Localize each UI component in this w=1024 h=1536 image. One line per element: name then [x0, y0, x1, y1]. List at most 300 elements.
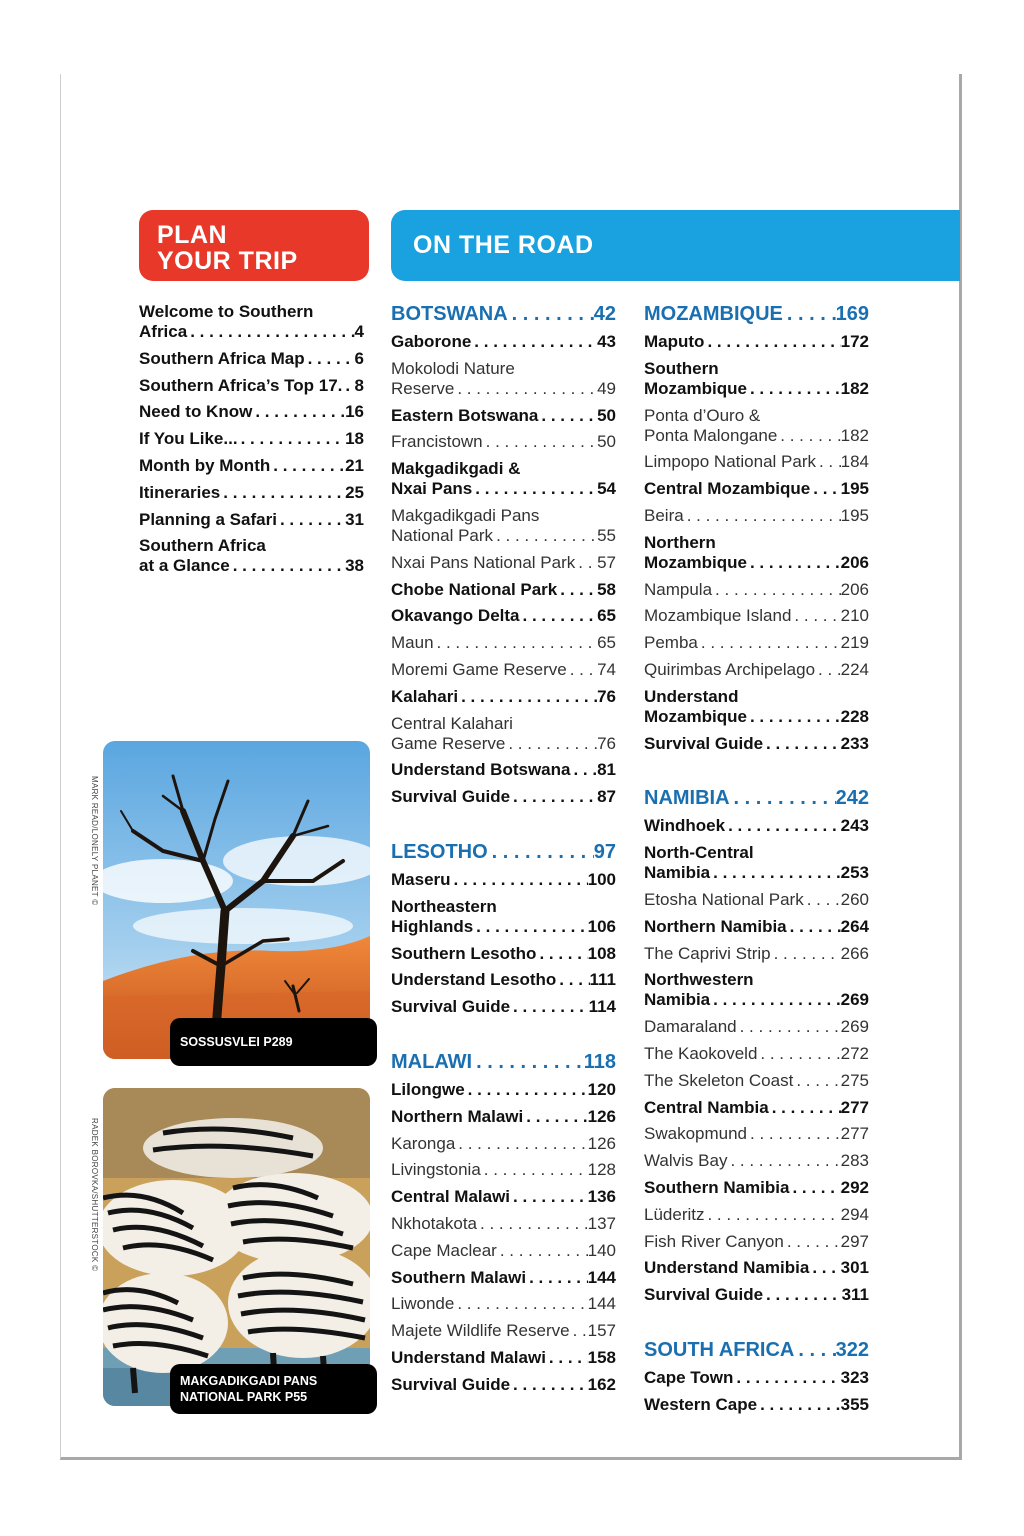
toc-entry-label-cont: Namibia [644, 863, 711, 883]
country-section-heading[interactable] [644, 1338, 869, 1362]
toc-entry[interactable] [391, 760, 616, 780]
toc-entry[interactable] [391, 459, 616, 499]
toc-entry-label: Chobe National Park [391, 579, 558, 599]
leader-dots [305, 349, 355, 369]
toc-entry[interactable] [139, 456, 364, 476]
leader-dots [567, 660, 597, 680]
toc-entry-label: The Caprivi Strip [644, 943, 771, 963]
makgadikgadi-zebra-photo [103, 1088, 370, 1406]
country-section-heading[interactable] [391, 302, 616, 326]
toc-entry-label-cont: Mozambique [644, 378, 747, 398]
toc-page-number: 137 [587, 1213, 616, 1233]
toc-entry-label: Maputo [644, 332, 705, 351]
toc-entry-label: Itineraries [139, 482, 221, 502]
toc-page-number: 74 [597, 659, 616, 679]
toc-entry-label-cont: Mozambique [644, 552, 747, 572]
toc-entry[interactable] [391, 432, 616, 452]
leader-dots [794, 1338, 835, 1362]
toc-page-number: 228 [840, 706, 869, 726]
toc-entry[interactable] [391, 506, 616, 546]
toc-entry[interactable] [391, 714, 616, 754]
leader-dots [575, 553, 597, 573]
country-name: MOZAMBIQUE [644, 303, 783, 325]
toc-page-number: 283 [840, 1151, 869, 1171]
toc-entry-label: Maseru [391, 869, 451, 889]
toc-entry[interactable] [139, 483, 364, 503]
leader-dots [570, 760, 597, 780]
toc-page-number: 182 [840, 378, 869, 398]
toc-entry-label-cont: Nxai Pans [391, 479, 473, 499]
toc-page-number: 269 [840, 1017, 869, 1037]
leader-dots [757, 1395, 841, 1415]
toc-entry-label: Cape Maclear [391, 1240, 497, 1260]
leader-dots [810, 479, 840, 499]
toc-page-number: 25 [345, 482, 364, 502]
leader-dots [220, 483, 345, 503]
leader-dots [804, 890, 841, 910]
leader-dots [526, 1268, 588, 1288]
toc-entry-label: Quirimbas Archipelago [644, 659, 816, 679]
toc-entry[interactable] [644, 1017, 869, 1037]
toc-page-number: 128 [587, 1160, 616, 1180]
toc-entry-label: Central Nambia [644, 1097, 769, 1117]
toc-page-number: 182 [840, 425, 869, 445]
leader-dots [727, 1151, 840, 1171]
leader-dots [704, 332, 840, 352]
toc-entry-label: North-Central [644, 843, 754, 863]
toc-entry[interactable] [644, 452, 869, 472]
section-gap [391, 1024, 616, 1050]
country-name: BOTSWANA [391, 303, 508, 325]
toc-entry-label: Walvis Bay [644, 1151, 728, 1171]
toc-page-number: 323 [840, 1367, 869, 1387]
toc-page-number: 219 [840, 633, 869, 653]
toc-entry-label: Southern Africa [139, 536, 266, 556]
plan-header-line1: PLAN [157, 221, 228, 249]
leader-dots [458, 687, 597, 707]
toc-entry[interactable] [139, 402, 364, 422]
toc-entry[interactable] [391, 997, 616, 1017]
toc-entry-label: Northeastern [391, 896, 497, 916]
leader-dots [747, 1124, 841, 1144]
leader-dots [455, 1134, 587, 1154]
toc-entry[interactable] [391, 1294, 616, 1314]
toc-entry[interactable] [139, 510, 364, 530]
toc-page-number: 140 [587, 1240, 616, 1260]
toc-page-number: 266 [840, 943, 869, 963]
leader-dots [510, 997, 589, 1017]
toc-page-number: 355 [840, 1394, 869, 1414]
toc-entry[interactable] [391, 1375, 616, 1395]
country-page-number: 242 [835, 787, 869, 810]
sossusvlei-caption [170, 1018, 377, 1066]
toc-entry[interactable] [644, 633, 869, 653]
toc-entry[interactable] [644, 1285, 869, 1305]
leader-dots [789, 1178, 840, 1198]
toc-entry[interactable] [391, 1134, 616, 1154]
toc-page-number: 162 [587, 1374, 616, 1394]
toc-entry-label: Etosha National Park [644, 889, 804, 909]
toc-entry-label: Survival Guide [644, 1285, 764, 1305]
toc-page-number: 206 [840, 579, 869, 599]
leader-dots [472, 479, 597, 499]
leader-dots [737, 1017, 841, 1037]
toc-entry[interactable] [391, 897, 616, 937]
leader-dots [508, 302, 594, 326]
toc-entry[interactable] [391, 970, 616, 990]
leader-dots [523, 1107, 587, 1127]
toc-entry[interactable] [644, 687, 869, 727]
toc-entry[interactable] [391, 606, 616, 626]
toc-entry-label: Makgadikgadi & [391, 459, 521, 479]
country-name: LESOTHO [391, 840, 488, 863]
toc-entry[interactable] [644, 1395, 869, 1415]
leader-dots [784, 1232, 841, 1252]
leader-dots [733, 1368, 840, 1388]
toc-entry[interactable] [644, 1151, 869, 1171]
toc-page-number: 49 [597, 378, 616, 398]
toc-entry-label: Damaraland [644, 1017, 737, 1037]
toc-entry-label: Nkhotakota [391, 1213, 477, 1233]
toc-page-number: 76 [597, 686, 616, 706]
toc-entry[interactable] [139, 376, 364, 396]
toc-entry-label: Eastern Botswana [391, 405, 539, 425]
leader-dots [238, 429, 346, 449]
toc-entry[interactable] [391, 1241, 616, 1261]
toc-page-number: 38 [345, 556, 364, 576]
toc-entry[interactable] [644, 660, 869, 680]
makgadikgadi-caption [170, 1364, 377, 1414]
leader-dots [783, 302, 836, 326]
toc-page-number: 264 [840, 916, 869, 936]
toc-entry[interactable] [644, 917, 869, 937]
toc-entry-label: The Skeleton Coast [644, 1070, 794, 1090]
toc-entry[interactable] [644, 1044, 869, 1064]
toc-page-number: 81 [597, 760, 616, 780]
leader-dots [793, 1071, 840, 1091]
toc-entry[interactable] [391, 687, 616, 707]
toc-entry[interactable] [644, 1098, 869, 1118]
toc-entry-label: Lüderitz [644, 1204, 705, 1224]
makgadikgadi-photo-credit: RADEK BOROVKA/SHUTTERSTOCK © [90, 1118, 99, 1272]
toc-page-number: 243 [840, 816, 869, 836]
leader-dots [277, 510, 345, 530]
toc-page-number: 16 [345, 402, 364, 422]
toc-page-number: 31 [345, 509, 364, 529]
leader-dots [809, 1258, 840, 1278]
leader-dots [747, 707, 841, 727]
toc-entry[interactable] [644, 359, 869, 399]
leader-dots [434, 633, 598, 653]
toc-page-number: 206 [840, 552, 869, 572]
leader-dots [570, 1321, 588, 1341]
toc-entry[interactable] [644, 1178, 869, 1198]
toc-entry-label: Mozambique Island [644, 606, 792, 626]
toc-entry-label-cont: at a Glance [139, 556, 230, 576]
toc-entry-label: Beira [644, 505, 684, 525]
toc-page-number: 297 [840, 1231, 869, 1251]
toc-entry-label: Southern Namibia [644, 1177, 790, 1197]
toc-entry[interactable] [644, 580, 869, 600]
toc-entry[interactable] [644, 1205, 869, 1225]
toc-page-number: 275 [840, 1070, 869, 1090]
toc-entry[interactable] [391, 359, 616, 399]
sossusvlei-photo [103, 741, 370, 1059]
leader-dots [473, 917, 587, 937]
country-page-number: 322 [835, 1338, 869, 1361]
toc-entry[interactable] [644, 1232, 869, 1252]
toc-page-number: 144 [587, 1267, 616, 1287]
toc-entry[interactable] [391, 553, 616, 573]
plan-header-line2: YOUR TRIP [157, 247, 298, 275]
toc-entry[interactable] [391, 1348, 616, 1368]
toc-page-number: 272 [840, 1043, 869, 1063]
country-section-heading[interactable] [391, 840, 616, 864]
toc-entry[interactable] [644, 479, 869, 499]
toc-entry[interactable] [139, 302, 364, 342]
toc-entry-label: Month by Month [139, 455, 271, 475]
toc-page-number: 301 [840, 1258, 869, 1278]
leader-dots [465, 1080, 588, 1100]
toc-entry-label: Maun [391, 633, 434, 653]
toc-entry-label: Survival Guide [391, 1374, 511, 1394]
leader-dots [477, 1214, 588, 1234]
country-name: NAMIBIA [644, 787, 730, 810]
toc-page-number: 58 [597, 579, 616, 599]
toc-page-number: 50 [597, 432, 616, 452]
toc-entry[interactable] [644, 734, 869, 754]
toc-page-number: 87 [597, 787, 616, 807]
toc-entry-label: Northern Malawi [391, 1106, 524, 1126]
toc-entry-label: Understand Namibia [644, 1258, 810, 1278]
leader-dots [546, 1348, 588, 1368]
toc-page-number: 158 [587, 1347, 616, 1367]
toc-page-number: 54 [597, 479, 616, 499]
toc-entry[interactable] [644, 1368, 869, 1388]
toc-entry-label-cont: Highlands [391, 916, 474, 936]
on-the-road-header: ON THE ROAD [391, 210, 960, 281]
leader-dots [777, 426, 840, 446]
country-page-number: 118 [583, 1050, 616, 1073]
toc-entry[interactable] [644, 890, 869, 910]
toc-entry[interactable] [391, 332, 616, 352]
leader-dots [481, 1160, 588, 1180]
toc-entry[interactable] [644, 1124, 869, 1144]
leader-dots [536, 944, 587, 964]
toc-page-number: 210 [840, 606, 869, 626]
leader-dots [520, 606, 598, 626]
leader-dots [454, 379, 597, 399]
toc-entry-label: Pemba [644, 633, 698, 653]
toc-page-number: 157 [587, 1321, 616, 1341]
toc-page-number: 144 [587, 1294, 616, 1314]
toc-entry-label: Need to Know [139, 402, 253, 422]
toc-page-number: 277 [840, 1097, 869, 1117]
toc-page-number: 114 [588, 997, 616, 1017]
leader-dots [730, 786, 836, 810]
toc-entry[interactable] [391, 1160, 616, 1180]
section-gap [391, 814, 616, 840]
toc-entry-label: Southern Africa’s Top 17. [139, 375, 343, 395]
toc-page-number: 8 [354, 375, 364, 395]
leader-dots [472, 1050, 584, 1074]
toc-entry-label: Understand Botswana [391, 760, 571, 780]
leader-dots [556, 970, 589, 990]
toc-entry[interactable] [139, 536, 364, 576]
toc-entry[interactable] [139, 349, 364, 369]
toc-entry-label: Majete Wildlife Reserve [391, 1321, 570, 1341]
toc-page-number: 43 [597, 332, 616, 351]
toc-entry-label-cont: Game Reserve [391, 733, 506, 753]
toc-page-number: 172 [840, 332, 869, 351]
toc-entry[interactable] [391, 1268, 616, 1288]
toc-page-number: 195 [840, 505, 869, 525]
toc-entry[interactable] [391, 1214, 616, 1234]
toc-entry-label: Limpopo National Park [644, 452, 816, 472]
leader-dots [725, 816, 841, 836]
toc-entry[interactable] [644, 1258, 869, 1278]
leader-dots [710, 863, 840, 883]
toc-entry[interactable] [391, 1107, 616, 1127]
country-page-number: 169 [835, 303, 869, 325]
toc-entry-label: Swakopmund [644, 1124, 748, 1144]
toc-entry-label: Planning a Safari [139, 509, 277, 529]
toc-entry[interactable] [644, 816, 869, 836]
toc-entry[interactable] [644, 843, 869, 883]
toc-entry-label: Windhoek [644, 816, 726, 836]
toc-entry-label-cont: Namibia [644, 990, 711, 1010]
toc-entry[interactable] [644, 406, 869, 446]
toc-entry-label: Understand [644, 686, 739, 706]
toc-page-number: 106 [587, 916, 616, 936]
toc-page-number: 126 [587, 1133, 616, 1153]
leader-dots [557, 580, 597, 600]
toc-page-number: 294 [840, 1204, 869, 1224]
toc-page-number: 18 [345, 429, 364, 449]
toc-page-number: 4 [354, 322, 364, 341]
toc-page-number: 224 [840, 659, 869, 679]
leader-dots [710, 990, 840, 1010]
leader-dots [769, 1098, 841, 1118]
leader-dots [747, 379, 841, 399]
leader-dots [488, 840, 594, 864]
leader-dots [230, 556, 345, 576]
makgadikgadi-caption-line1: MAKGADIKGADI PANS [180, 1374, 318, 1388]
toc-entry-label: Understand Malawi [391, 1347, 546, 1367]
toc-entry[interactable] [391, 660, 616, 680]
toc-page-number: 6 [354, 348, 364, 368]
toc-entry[interactable] [139, 429, 364, 449]
toc-entry[interactable] [644, 970, 869, 1010]
toc-page-number: 76 [597, 733, 616, 753]
toc-entry[interactable] [644, 944, 869, 964]
toc-page-number: 260 [840, 889, 869, 909]
toc-entry[interactable] [644, 533, 869, 573]
toc-entry-label: Central Mozambique [644, 479, 811, 499]
toc-page-number: 253 [840, 863, 869, 883]
plan-your-trip-header [139, 210, 369, 281]
toc-entry-label: Western Cape [644, 1394, 758, 1414]
toc-entry[interactable] [391, 1080, 616, 1100]
leader-dots [763, 734, 841, 754]
toc-entry-label: Makgadikgadi Pans [391, 505, 540, 525]
toc-entry-label: Lilongwe [391, 1079, 465, 1099]
leader-dots [510, 787, 597, 807]
on-the-road-column-1 [391, 302, 616, 1402]
toc-page-number: 136 [587, 1187, 616, 1207]
toc-page-number: 100 [587, 869, 616, 889]
toc-entry-label: Liwonde [391, 1294, 455, 1314]
toc-entry[interactable] [391, 787, 616, 807]
toc-entry-label-cont: Mozambique [644, 706, 747, 726]
leader-dots [704, 1205, 840, 1225]
toc-entry-label: Northwestern [644, 970, 754, 990]
toc-page-number: 55 [597, 525, 616, 545]
toc-entry-label: Northern [644, 532, 716, 552]
leader-dots [454, 1294, 587, 1314]
toc-page-number: 269 [840, 990, 869, 1010]
toc-entry[interactable] [391, 944, 616, 964]
toc-entry-label: Mokolodi Nature [391, 358, 515, 378]
toc-entry-label-cont: Reserve [391, 378, 455, 398]
makgadikgadi-caption-line2: NATIONAL PARK P55 [180, 1390, 308, 1404]
section-gap [644, 1312, 869, 1338]
section-gap [644, 760, 869, 786]
toc-entry[interactable] [391, 580, 616, 600]
toc-entry[interactable] [391, 633, 616, 653]
toc-entry[interactable] [391, 870, 616, 890]
toc-entry[interactable] [391, 1187, 616, 1207]
leader-dots [497, 1241, 588, 1261]
country-section-heading[interactable] [644, 786, 869, 810]
toc-entry-label-cont: Africa [139, 322, 188, 341]
toc-page-number: 277 [840, 1124, 869, 1144]
toc-entry-label: Southern Malawi [391, 1267, 527, 1287]
toc-entry[interactable] [391, 1321, 616, 1341]
toc-entry[interactable] [644, 606, 869, 626]
country-section-heading[interactable] [644, 302, 869, 326]
toc-page-number: 50 [597, 405, 616, 425]
leader-dots [342, 376, 354, 396]
toc-entry-label: Survival Guide [391, 997, 511, 1017]
country-name: MALAWI [391, 1050, 473, 1073]
toc-entry-label: Ponta d’Ouro & [644, 405, 761, 425]
toc-entry-label: Welcome to Southern [139, 302, 314, 321]
toc-page-number: 120 [587, 1079, 616, 1099]
toc-entry[interactable] [644, 506, 869, 526]
leader-dots [538, 406, 597, 426]
toc-entry[interactable] [644, 332, 869, 352]
leader-dots [787, 917, 841, 937]
toc-entry-label: Central Malawi [391, 1187, 511, 1207]
leader-dots [471, 332, 597, 352]
toc-entry-label: Southern Africa Map [139, 348, 305, 368]
toc-entry[interactable] [644, 1071, 869, 1091]
country-name: SOUTH AFRICA [644, 1338, 795, 1361]
country-section-heading[interactable] [391, 1050, 616, 1074]
sossusvlei-caption-text: SOSSUSVLEI P289 [180, 1035, 293, 1049]
leader-dots [771, 944, 841, 964]
leader-dots [483, 432, 597, 452]
country-page-number: 42 [593, 303, 616, 325]
leader-dots [816, 452, 841, 472]
toc-page-number: 21 [345, 455, 364, 475]
toc-entry-label: Cape Town [644, 1367, 734, 1387]
toc-entry-label: Nampula [644, 579, 713, 599]
toc-page-number: 108 [587, 943, 616, 963]
toc-entry[interactable] [391, 406, 616, 426]
toc-entry-label: Understand Lesotho [391, 970, 557, 990]
